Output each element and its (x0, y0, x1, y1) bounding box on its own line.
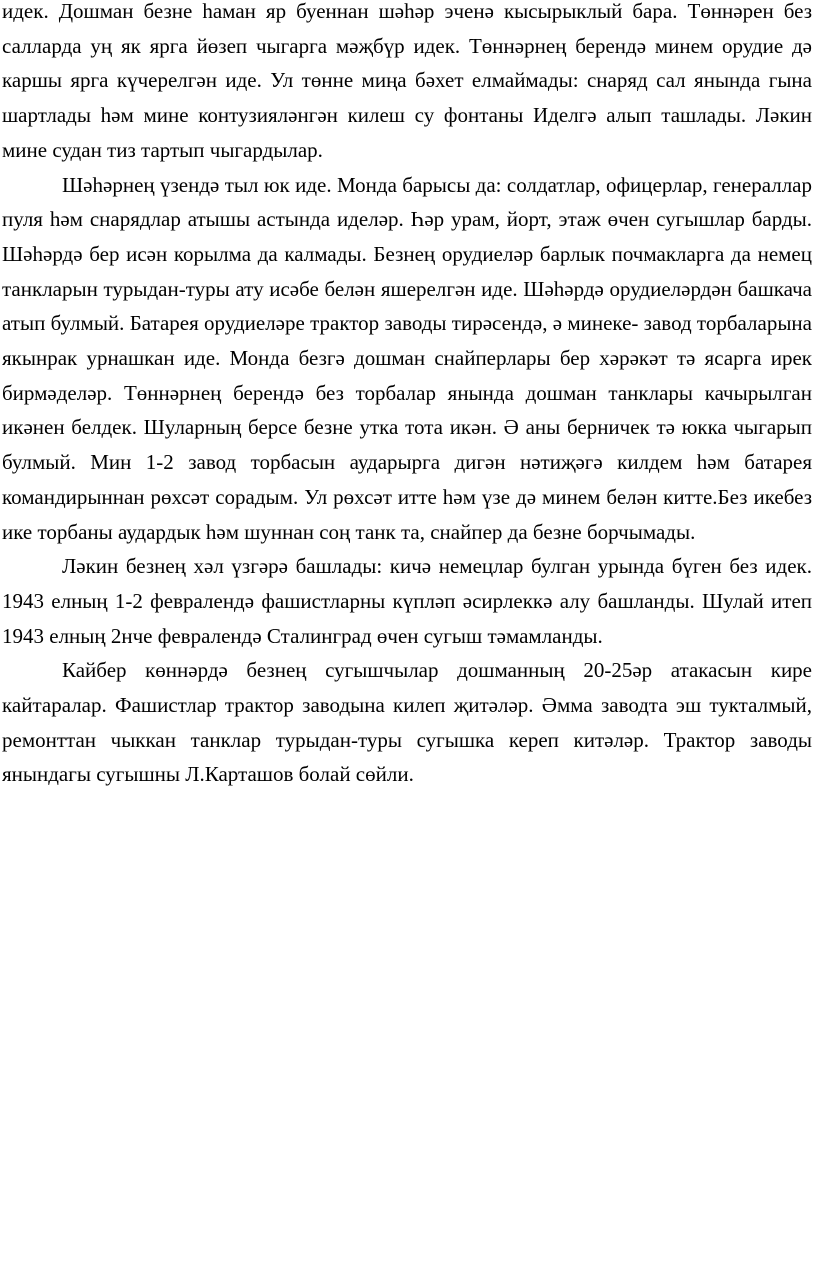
paragraph-4: Кайбер көннәрдә безнең сугышчылар дошманның 20-25әр атакасын кире кайтаралар. Фашистлар трактор заводына килеп җитәләр. Әмма заводта эш тукталмый, ремонттан чыккан танклар турыдан-туры сугышка кереп китәләр. Трактор заводы янындагы сугышны Л.Карташов болай сөйли. (2, 658, 812, 787)
paragraph-3: Ләкин безнең хәл үзгәрә башлады: кичә немецлар булган урында бүген без идек. 1943 елның 1-2 февралендә фашистларны күпләп әсирлеккә алу башланды. Шулай итеп 1943 елның 2нче февралендә Сталинград өчен сугыш тәмамланды. (2, 554, 812, 648)
paragraph-2: Шәһәрнең үзендә тыл юк иде. Монда барысы да: солдатлар, офицерлар, генераллар пуля һәм снарядлар атышы астында иделәр. Һәр урам, йорт, этаж өчен сугышлар барды. Шәһәрдә бер исән корылма да калмады. Безнең орудиеләр барлык почмакларга да немец танкларын турыдан-туры ату исәбе белән яшерелгән иде. Шәһәрдә орудиеләрдән башкача атып булмый. Батарея орудиеләре трактор заводы тирәсендә, ә минеке- завод торбаларына якынрак урнашкан иде. Монда безгә дошман снайперлары бер хәрәкәт тә ясарга ирек бирмәделәр. Төннәрнең берендә без торбалар янында дошман танклары качырылган икәнен белдек. Шуларның берсе безне утка тота икән. Ә аны берничек тә юкка чыгарып булмый. Мин 1-2 завод торбасын аударырга дигән нәтиҗәгә килдем һәм батарея командирыннан рөхсәт сорадым. Ул рөхсәт итте һәм үзе дә минем белән китте.Без икебез ике торбаны аудардык һәм шуннан соң танк та, снайпер да безне борчымады. (2, 172, 812, 544)
paragraph-1: идек. Дошман безне һаман яр буеннан шәһәр эченә кысырыклый бара. Төннәрен без салларда уң як ярга йөзеп чыгарга мәҗбүр идек. Төннәрнең берендә минем орудие дә каршы ярга күчерелгән иде. Ул төнне миңа бәхет елмаймады: снаряд сал янында гына шартлады һәм мине контузияләнгән килеш су фонтаны Иделгә алып ташлады. Ләкин мине судан тиз тартып чыгардылар. (2, 0, 812, 162)
